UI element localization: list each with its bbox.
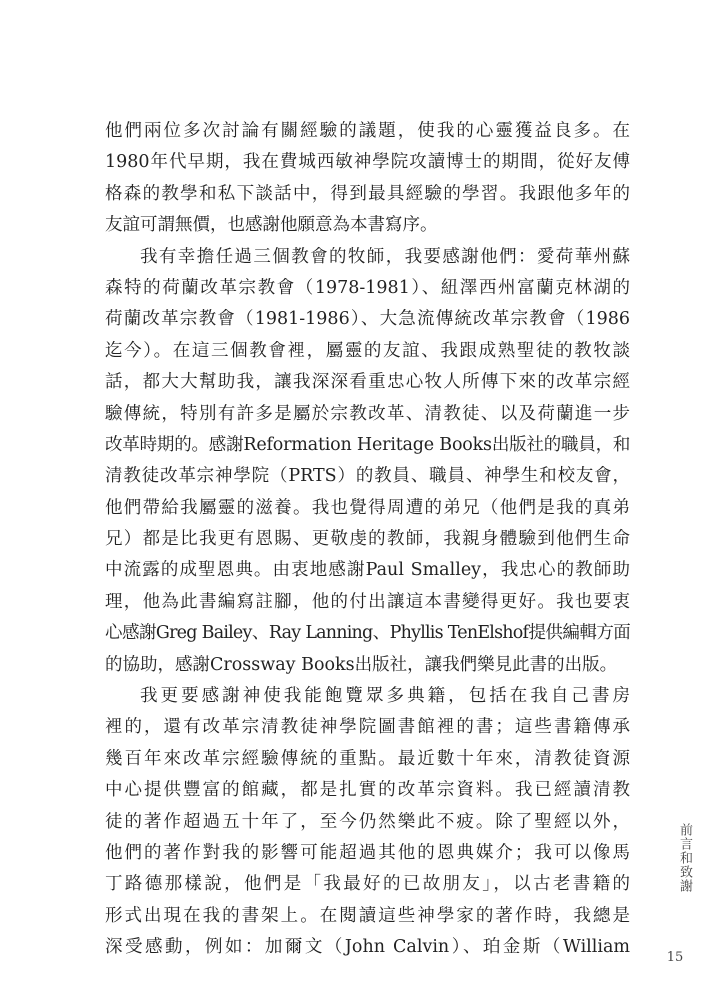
text-line: 森特的荷蘭改革宗教會（1978-1981）、紐澤西州富蘭克林湖的	[105, 277, 630, 298]
text-line: 形式出現在我的書架上。在閱讀這些神學家的著作時，我總是	[105, 905, 630, 926]
text-line: 幾百年來改革宗經驗傳統的重點。最近數十年來，清教徒資源	[105, 748, 630, 769]
text-line: 的協助，感謝Crossway Books出版社，讓我們樂見此書的出版。	[105, 654, 618, 675]
text-line: 心感謝Greg Bailey、Ray Lanning、Phyllis TenElshof提供編輯方面	[105, 623, 630, 644]
text-line: 他們的著作對我的影響可能超過其他的恩典媒介；我可以像馬	[105, 842, 630, 863]
text-line: 我更要感謝神使我能飽覽眾多典籍，包括在我自己書房	[140, 686, 630, 707]
text-line: 我有幸擔任過三個教會的牧師，我要感謝他們：愛荷華州蘇	[140, 246, 630, 267]
text-line: 迄今）。在這三個教會裡，屬靈的友誼、我跟成熟聖徒的教牧談	[105, 340, 630, 361]
text-line: 中流露的成聖恩典。由衷地感謝Paul Smalley，我忠心的教師助	[105, 560, 630, 581]
text-line: 格森的教學和私下談話中，得到最具經驗的學習。我跟他多年的	[105, 183, 630, 204]
text-line: 1980年代早期，我在費城西敏神學院攻讀博士的期間，從好友傅	[105, 152, 630, 173]
text-line: 理，他為此書編寫註腳，他的付出讓這本書變得更好。我也要衷	[105, 591, 630, 612]
text-line: 改革時期的。感謝Reformation Heritage Books出版社的職員，和	[105, 434, 630, 455]
text-line: 他們帶給我屬靈的滋養。我也覺得周遭的弟兄（他們是我的真弟	[105, 497, 630, 518]
text-line: 荷蘭改革宗教會（1981-1986）、大急流傳統改革宗教會（1986	[105, 309, 630, 330]
text-line: 丁路德那樣說，他們是「我最好的已故朋友」，以古老書籍的	[105, 874, 630, 895]
chapter-side-label: 前言和致謝	[677, 823, 692, 893]
text-line: 中心提供豐富的館藏，都是扎實的改革宗資料。我已經讀清教	[105, 780, 630, 801]
text-line: 裡的，還有改革宗清教徒神學院圖書館裡的書；這些書籍傳承	[105, 717, 630, 738]
text-line: 他們兩位多次討論有關經驗的議題，使我的心靈獲益良多。在	[105, 121, 630, 141]
text-line: 深受感動，例如：加爾文（John Calvin）、珀金斯（William	[105, 937, 630, 958]
text-line: 驗傳統，特別有許多是屬於宗教改革、清教徒、以及荷蘭進一步	[105, 403, 630, 424]
text-line: 友誼可謂無價，也感謝他願意為本書寫序。	[105, 215, 438, 236]
text-line: 徒的著作超過五十年了，至今仍然樂此不疲。除了聖經以外，	[105, 811, 630, 832]
text-line: 話，都大大幫助我，讓我深深看重忠心牧人所傳下來的改革宗經	[105, 372, 630, 393]
page-number: 15	[666, 950, 684, 965]
text-line: 兄）都是比我更有恩賜、更敬虔的教師，我親身體驗到他們生命	[105, 529, 630, 550]
body-text	[105, 116, 630, 964]
text-line: 清教徒改革宗神學院（PRTS）的教員、職員、神學生和校友會，	[105, 466, 630, 487]
